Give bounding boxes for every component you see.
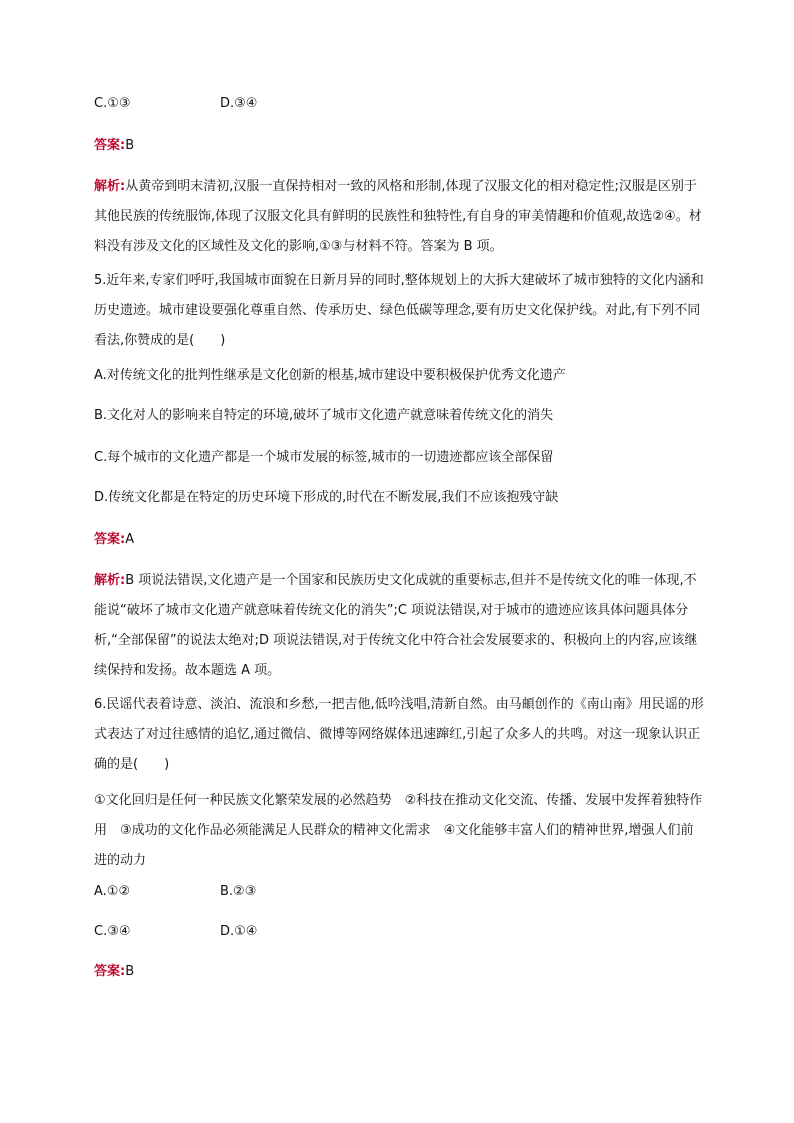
q5-stem: 5.近年来,专家们呼吁,我国城市面貌在日新月异的同时,整体规划上的大拆大建破坏了城市独特的文化内涵和历史遗迹。城市建设要强化尊重自然、传承历史、绿色低碳等理念,要有历史文化保护线。对此,有下列不同看法,你赞成的是( ) [94,273,704,348]
q6-answer-label: 答案: [94,964,126,979]
q4-answer-value: B [125,138,135,153]
q5-analysis [94,566,704,686]
q6-statements: ①文化回归是任何一种民族文化繁荣发展的必然趋势 ②科技在推动文化交流、传播、发展中发挥着独特作用 ③成功的文化作品必须能满足人民群众的精神文化需求 ④文化能够丰富人们的精神世界,增强人们前进的动力 [94,793,703,868]
q5-option-b: B.文化对人的影响来自特定的环境,破坏了城市文化遗产就意味着传统文化的消失 [94,408,554,423]
q6-option-c: C.③④ [94,924,131,939]
q4-option-d: D.③④ [220,96,258,111]
q6-answer-value: B [125,964,135,979]
q5-answer-value: A [125,532,135,547]
q5-analysis-label: 解析: [94,573,126,588]
q5-answer-label: 答案: [94,532,126,547]
q4-analysis-text: 从黄帝到明末清初,汉服一直保持相对一致的风格和形制,体现了汉服文化的相对稳定性;汉服是区别于其他民族的传统服饰,体现了汉服文化具有鲜明的民族性和独特性,有自身的审美情趣和价值观,故选②④。材料没有涉及文化的区域性及文化的影响,①③与材料不符。答案为 B 项。 [94,179,702,254]
q6-option-d: D.①④ [220,924,258,939]
q4-answer [94,136,134,156]
q4-option-c: C.①③ [94,96,131,111]
q5-analysis-text: B 项说法错误,文化遗产是一个国家和民族历史文化成就的重要标志,但并不是传统文化的唯一体现,不能说“破坏了城市文化遗产就意味着传统文化的消失”;C 项说法错误,对于城市的遗迹应该具体问题具体分析,“全部保留”的说法太绝对;D 项说法错误,对于传统文化中符合社会发展要求的、积极向上的内容,应该继续保持和发扬。故本题选 A 项。 [94,573,698,678]
q6-options-row-2 [94,922,257,942]
q6-options-row-1 [94,882,256,902]
q6-answer [94,962,134,982]
q4-answer-label: 答案: [94,138,126,153]
q4-analysis [94,172,704,262]
q5-option-d: D.传统文化都是在特定的历史环境下形成的,时代在不断发展,我们不应该抱残守缺 [94,490,559,505]
q4-options-row [94,94,257,114]
q6-option-a: A.①② [94,884,131,899]
q5-option-a: A.对传统文化的批判性继承是文化创新的根基,城市建设中要积极保护优秀文化遗产 [94,368,566,383]
q5-option-c: C.每个城市的文化遗产都是一个城市发展的标签,城市的一切遗迹都应该全部保留 [94,450,554,465]
q6-option-b: B.②③ [220,884,257,899]
q5-answer [94,530,134,550]
q4-analysis-label: 解析: [94,179,126,194]
q6-stem: 6.民谣代表着诗意、淡泊、流浪和乡愁,一把吉他,低吟浅唱,清新自然。由马頔创作的《南山南》用民谣的形式表达了对过往感情的追忆,通过微信、微博等网络媒体迅速蹿红,引起了众多人的共鸣。对这一现象认识正确的是( ) [94,697,704,772]
